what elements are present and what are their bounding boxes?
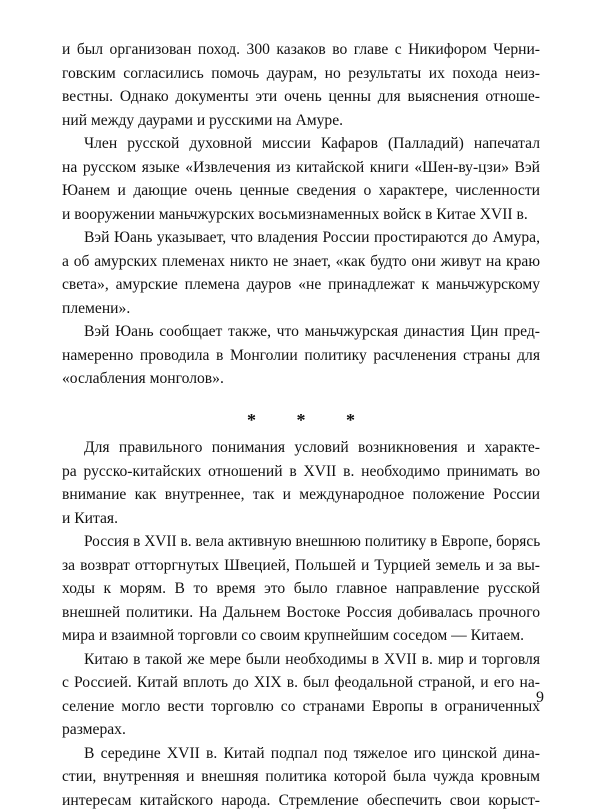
- text-line: внешней политики. На Дальнем Востоке Россия добивалась прочного: [62, 601, 540, 625]
- paragraph: [62, 132, 540, 226]
- text-line: Россия в XVII в. вела активную внешнюю политику в Европе, борясь: [62, 530, 540, 554]
- text-line: света», амурские племена дауров «не принадлежат к маньчжурскому: [62, 273, 540, 297]
- text-line: ходы к морям. В то время это было главное направление русской: [62, 577, 540, 601]
- text-line: Для правильного понимания условий возникновения и характе-: [62, 436, 540, 460]
- section-separator: * * *: [62, 409, 540, 433]
- text-line: интересам китайского народа. Стремление обеспечить свои корыст-: [62, 789, 540, 812]
- paragraph: [62, 742, 540, 812]
- text-line: говским согласились помочь даурам, но результаты их похода неиз-: [62, 62, 540, 86]
- text-line: «ослабления монголов».: [62, 367, 540, 391]
- text-line: размерах.: [62, 718, 540, 742]
- text-line: Китаю в такой же мере были необходимы в XVII в. мир и торговля: [62, 648, 540, 672]
- text-line: Юанем и дающие очень ценные сведения о характере, численности: [62, 179, 540, 203]
- section-after-separator: [62, 436, 540, 812]
- text-line: и вооружении маньчжурских восьмизнаменных войск в Китае XVII в.: [62, 203, 540, 227]
- text-line: В середине XVII в. Китай подпал под тяжелое иго цинской дина-: [62, 742, 540, 766]
- text-line: и Китая.: [62, 507, 540, 531]
- paragraph: [62, 320, 540, 391]
- paragraph: [62, 226, 540, 320]
- text-line: за возврат отторгнутых Швецией, Польшей и Турцией земель и за вы-: [62, 554, 540, 578]
- paragraph: [62, 38, 540, 132]
- text-line: ний между даурами и русскими на Амуре.: [62, 109, 540, 133]
- text-line: намеренно проводила в Монголии политику расчленения страны для: [62, 344, 540, 368]
- text-line: Член русской духовной миссии Кафаров (Палладий) напечатал: [62, 132, 540, 156]
- text-line: а об амурских племенах никто не знает, «как будто они живут на краю: [62, 250, 540, 274]
- paragraph: [62, 648, 540, 742]
- text-line: мира и взаимной торговли со своим крупнейшим соседом — Китаем.: [62, 624, 540, 648]
- section-before-separator: [62, 38, 540, 391]
- text-line: и был организован поход. 300 казаков во главе с Никифором Черни-: [62, 38, 540, 62]
- paragraph: [62, 530, 540, 648]
- text-line: Вэй Юань указывает, что владения России простираются до Амура,: [62, 226, 540, 250]
- text-line: с Россией. Китай вплоть до XIX в. был феодальной страной, и его на-: [62, 671, 540, 695]
- text-line: Вэй Юань сообщает также, что маньчжурская династия Цин пред-: [62, 320, 540, 344]
- book-page: [62, 38, 540, 812]
- text-line: племени».: [62, 297, 540, 321]
- text-line: селение могло вести торговлю со странами Европы в ограниченных: [62, 695, 540, 719]
- text-line: вестны. Однако документы эти очень ценны для выяснения отноше-: [62, 85, 540, 109]
- text-line: на русском языке «Извлечения из китайской книги «Шен-ву-цзи» Вэй: [62, 156, 540, 180]
- text-line: стии, внутренняя и внешняя политика которой была чужда кровным: [62, 765, 540, 789]
- paragraph: [62, 436, 540, 530]
- text-line: внимание как внутреннее, так и международное положение России: [62, 483, 540, 507]
- page-number: 9: [536, 689, 544, 707]
- text-line: ра русско-китайских отношений в XVII в. необходимо принимать во: [62, 460, 540, 484]
